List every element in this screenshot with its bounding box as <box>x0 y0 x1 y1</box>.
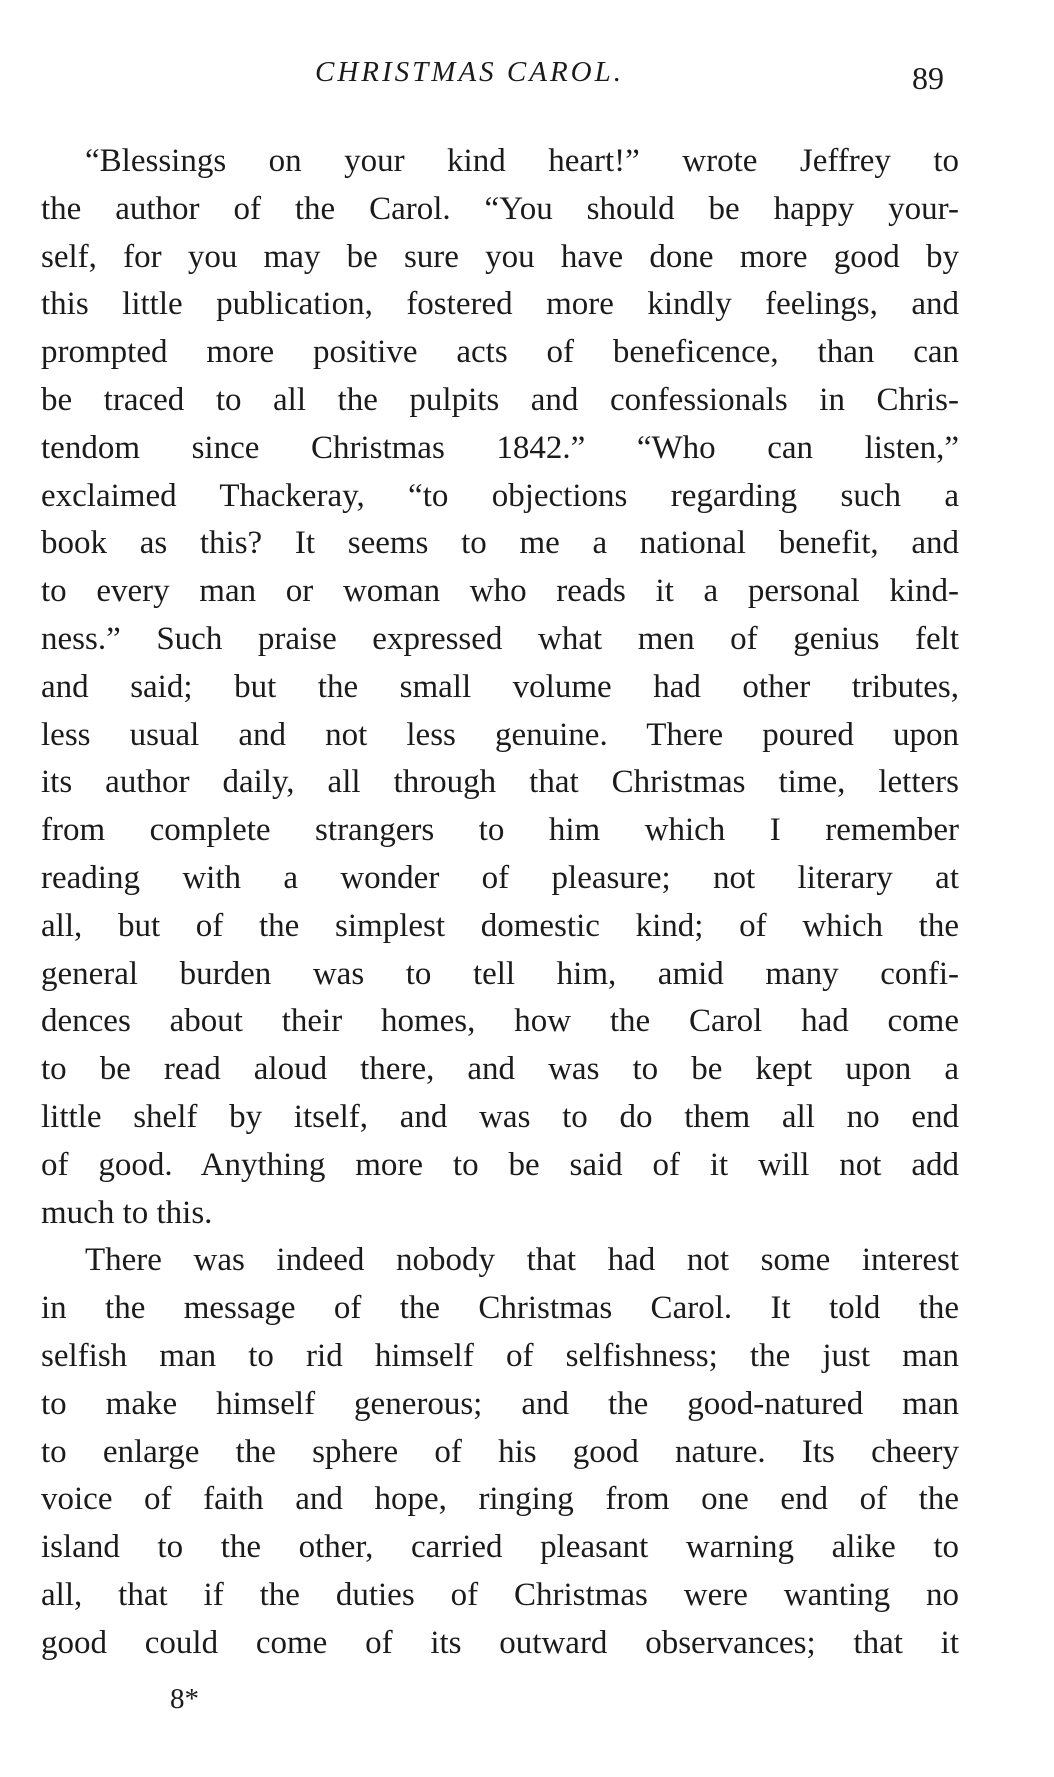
text-line: from complete strangers to him which I remember <box>41 812 959 849</box>
text-line: all, but of the simplest domestic kind; of which the <box>41 907 959 944</box>
page-number: 89 <box>912 60 944 96</box>
text-line: ness.” Such praise expressed what men of genius felt <box>41 620 959 657</box>
signature-mark: 8* <box>170 1683 199 1715</box>
text-line: to enlarge the sphere of his good nature. Its cheery <box>41 1433 959 1470</box>
text-line: selfish man to rid himself of selfishness; the just man <box>41 1337 959 1374</box>
text-line: this little publication, fostered more kindly feelings, and <box>41 286 959 323</box>
text-line: in the message of the Christmas Carol. It told the <box>41 1290 959 1327</box>
text-line: its author daily, all through that Christmas time, letters <box>41 764 959 801</box>
text-line: prompted more positive acts of beneficence, than can <box>41 334 959 371</box>
body-text <box>41 138 959 1668</box>
text-line: There was indeed nobody that had not some interest <box>85 1242 959 1279</box>
text-line: dences about their homes, how the Carol had come <box>41 1003 959 1040</box>
text-line: all, that if the duties of Christmas were wanting no <box>41 1576 959 1613</box>
text-line: self, for you may be sure you have done more good by <box>41 238 959 275</box>
text-line: exclaimed Thackeray, “to objections regarding such a <box>41 477 959 514</box>
text-line: much to this. <box>41 1194 213 1231</box>
text-line: and said; but the small volume had other tributes, <box>41 668 959 705</box>
text-line: book as this? It seems to me a national benefit, and <box>41 525 959 562</box>
text-line: voice of faith and hope, ringing from one end of the <box>41 1481 959 1518</box>
text-line: to every man or woman who reads it a personal kind- <box>41 573 959 610</box>
running-head <box>40 56 1000 96</box>
text-line: be traced to all the pulpits and confessionals in Chris- <box>41 381 959 418</box>
text-line: to make himself generous; and the good-natured man <box>41 1385 959 1422</box>
text-line: island to the other, carried pleasant warning alike to <box>41 1529 959 1566</box>
text-line: good could come of its outward observances; that it <box>41 1624 959 1661</box>
text-line: “Blessings on your kind heart!” wrote Jeffrey to <box>85 143 959 179</box>
text-line: the author of the Carol. “You should be happy your- <box>41 190 959 227</box>
text-line: little shelf by itself, and was to do them all no end <box>41 1098 959 1135</box>
text-line: reading with a wonder of pleasure; not literary at <box>41 859 959 896</box>
text-line: less usual and not less genuine. There poured upon <box>41 716 959 753</box>
text-line: to be read aloud there, and was to be kept upon a <box>41 1051 959 1088</box>
text-line: general burden was to tell him, amid many confi- <box>41 955 959 992</box>
text-line: tendom since Christmas 1842.” “Who can listen,” <box>41 429 959 466</box>
text-line: of good. Anything more to be said of it will not add <box>41 1146 959 1183</box>
running-title: CHRISTMAS CAROL. <box>315 56 624 88</box>
